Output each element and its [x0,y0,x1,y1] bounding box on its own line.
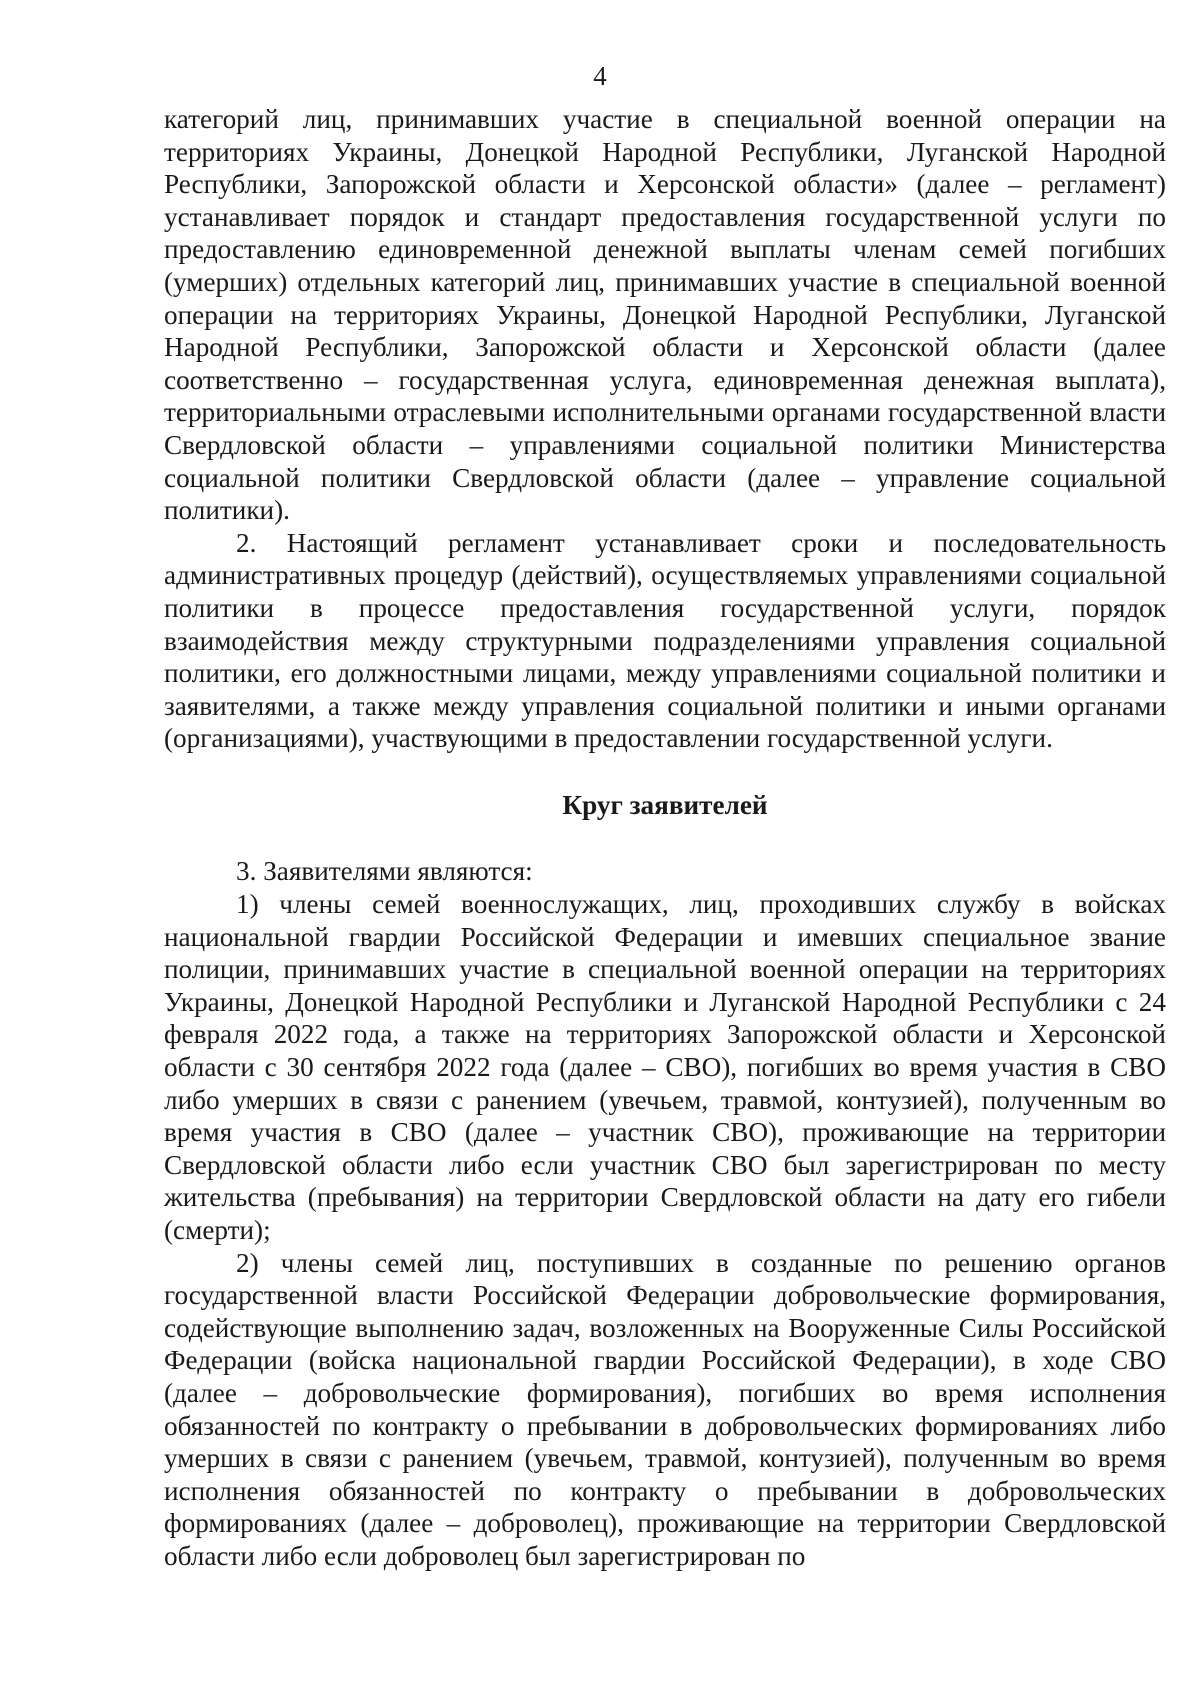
paragraph-3: 3. Заявителями являются: [236,856,533,887]
paragraph-2: 2. Настоящий регламент устанавливает сроки и последовательность административных процедур (действий), осуществляемых управлениями социальной политики в процессе предоставления государственной услуги, порядок взаимодействия между структурными подразделениями управления социальной политики, его должностными лицами, между управлениями социальной политики и заявителями, а также между управления социальной политики и иными органами (организациями), участвующими в предоставлении государственной услуги. [164,527,1166,754]
list-item-1: 1) члены семей военнослужащих, лиц, проходивших службу в войсках национальной гвардии Российской Федерации и имевших специальное звание полиции, принимавших участие в специальной военной операции на территориях Украины, Донецкой Народной Республики и Луганской Народной Республики с 24 февраля 2022 года, а также на территориях Запорожской области и Херсонской области с 30 сентября 2022 года (далее – СВО), погибших во время участия в СВО либо умерших в связи с ранением (увечьем, травмой, контузией), полученным во время участия в СВО (далее – участник СВО), проживающие на территории Свердловской области либо если участник СВО был зарегистрирован по месту жительства (пребывания) на территории Свердловской области на дату его гибели (смерти); [164,889,1166,1245]
page-number: 4 [593,61,607,91]
paragraph-continuation: категорий лиц, принимавших участие в специальной военной операции на территориях Украины, Донецкой Народной Республики, Луганской Народной Республики, Запорожской области и Херсонской области» (далее – регламент) устанавливает порядок и стандарт предоставления государственной услуги по предоставлению единовременной денежной выплаты членам семей погибших (умерших) отдельных категорий лиц, принимавших участие в специальной военной операции на территориях Украины, Донецкой Народной Республики, Луганской Народной Республики, Запорожской области и Херсонской области (далее соответственно – государственная услуга, единовременная денежная выплата), территориальными отраслевыми исполнительными органами государственной власти Свердловской области – управлениями социальной политики Министерства социальной политики Свердловской области (далее – управление социальной политики). [164,104,1166,526]
section-heading: Круг заявителей [562,789,768,820]
document-body [164,103,1166,1573]
list-item-2: 2) члены семей лиц, поступивших в созданные по решению органов государственной власти Российской Федерации добровольческие формирования, содействующие выполнению задач, возложенных на Вооруженные Силы Российской Федерации (войска национальной гвардии Российской Федерации), в ходе СВО (далее – добровольческие формирования), погибших во время исполнения обязанностей по контракту о пребывании в добровольческих формированиях либо умерших в связи с ранением (увечьем, травмой, контузией), полученным во время исполнения обязанностей по контракту о пребывании в добровольческих формированиях (далее – доброволец), проживающие на территории Свердловской области либо если доброволец был зарегистрирован по [164,1247,1166,1571]
